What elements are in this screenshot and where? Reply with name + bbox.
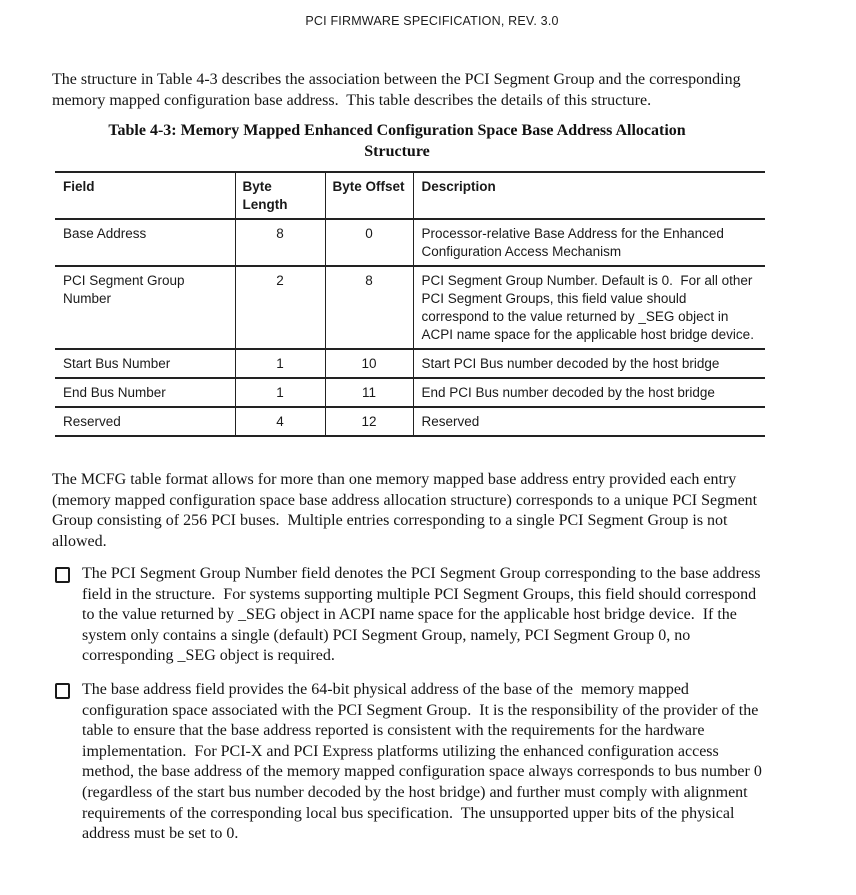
cell-byte-length: 2 bbox=[235, 266, 325, 349]
table-caption bbox=[52, 121, 742, 162]
cell-description: Processor-relative Base Address for the Enhanced Configuration Access Mechanism bbox=[413, 219, 765, 266]
mmcfg-structure-table bbox=[55, 171, 765, 437]
table-caption-line1: Table 4-3: Memory Mapped Enhanced Configuration Space Base Address Allocation bbox=[108, 122, 686, 139]
cell-description: PCI Segment Group Number. Default is 0. For all other PCI Segment Groups, this field value should correspond to the value returned by _SEG object in ACPI name space for the applicable host bridge device. bbox=[413, 266, 765, 349]
cell-byte-length: 8 bbox=[235, 219, 325, 266]
cell-byte-offset: 0 bbox=[325, 219, 413, 266]
table-row-start-bus-number bbox=[55, 349, 765, 378]
cell-description: Reserved bbox=[413, 407, 765, 436]
cell-byte-offset: 12 bbox=[325, 407, 413, 436]
cell-field: Reserved bbox=[63, 414, 121, 429]
cell-field: PCI Segment Group Number bbox=[63, 273, 189, 306]
cell-description: End PCI Bus number decoded by the host bridge bbox=[413, 378, 765, 407]
cell-byte-offset: 11 bbox=[325, 378, 413, 407]
cell-byte-offset: 8 bbox=[325, 266, 413, 349]
table-row-pci-segment-group bbox=[55, 266, 765, 349]
table-row-base-address bbox=[55, 219, 765, 266]
intro-paragraph: The structure in Table 4-3 describes the association between the PCI Segment Group and the corresponding memory mapped configuration base address. This table describes the details of this structure. bbox=[52, 71, 745, 109]
cell-description: Start PCI Bus number decoded by the host bridge bbox=[413, 349, 765, 378]
cell-byte-length: 1 bbox=[235, 378, 325, 407]
column-header-description: Description bbox=[413, 172, 765, 219]
table-row-reserved bbox=[55, 407, 765, 436]
cell-byte-length: 4 bbox=[235, 407, 325, 436]
table-caption-line2: Structure bbox=[364, 142, 430, 160]
mcfg-paragraph: The MCFG table format allows for more than one memory mapped base address entry provided each entry (memory mapped configuration space base address allocation structure) corresponds to a unique PCI Segment Group consisting of 256 PCI buses. Multiple entries corresponding to a single PCI Segment Group is not allowed. bbox=[52, 471, 762, 550]
square-bullet-icon bbox=[55, 567, 70, 583]
running-header-title: PCI FIRMWARE SPECIFICATION, REV. 3.0 bbox=[305, 14, 559, 28]
table-row-end-bus-number bbox=[55, 378, 765, 407]
column-header-byte-offset: Byte Offset bbox=[325, 172, 413, 219]
column-header-field: Field bbox=[63, 179, 95, 194]
cell-byte-length: 1 bbox=[235, 349, 325, 378]
table-header-row bbox=[55, 172, 765, 219]
bullet-text: The PCI Segment Group Number field denotes the PCI Segment Group corresponding to the base address field in the structure. For systems supporting multiple PCI Segment Groups, this field should correspond to the value returned by _SEG object in ACPI name space for the applicable host bridge device. If the system only contains a single (default) PCI Segment Group, namely, PCI Segment Group 0, no corresponding _SEG object is required. bbox=[82, 565, 765, 665]
cell-field: Start Bus Number bbox=[63, 356, 171, 371]
square-bullet-icon bbox=[55, 683, 70, 699]
bullet-item-segment-group-number bbox=[55, 564, 767, 667]
cell-byte-offset: 10 bbox=[325, 349, 413, 378]
column-header-byte-length: Byte Length bbox=[235, 172, 325, 219]
cell-field: Base Address bbox=[63, 226, 147, 241]
bullet-item-base-address-field bbox=[55, 680, 767, 845]
cell-field: End Bus Number bbox=[63, 385, 166, 400]
bullet-text: The base address field provides the 64-bit physical address of the base of the memory mapped configuration space associated with the PCI Segment Group. It is the responsibility of the provider of the table to ensure that the base address reported is consistent with the requirements for the hardware implementation. For PCI-X and PCI Express platforms utilizing the enhanced configuration access method, the base address of the memory mapped configuration space always corresponds to bus number 0 (regardless of the start bus number decoded by the host bridge) and further must comply with alignment requirements of the corresponding local bus specification. The unsupported upper bits of the physical address must be set to 0. bbox=[82, 680, 766, 843]
